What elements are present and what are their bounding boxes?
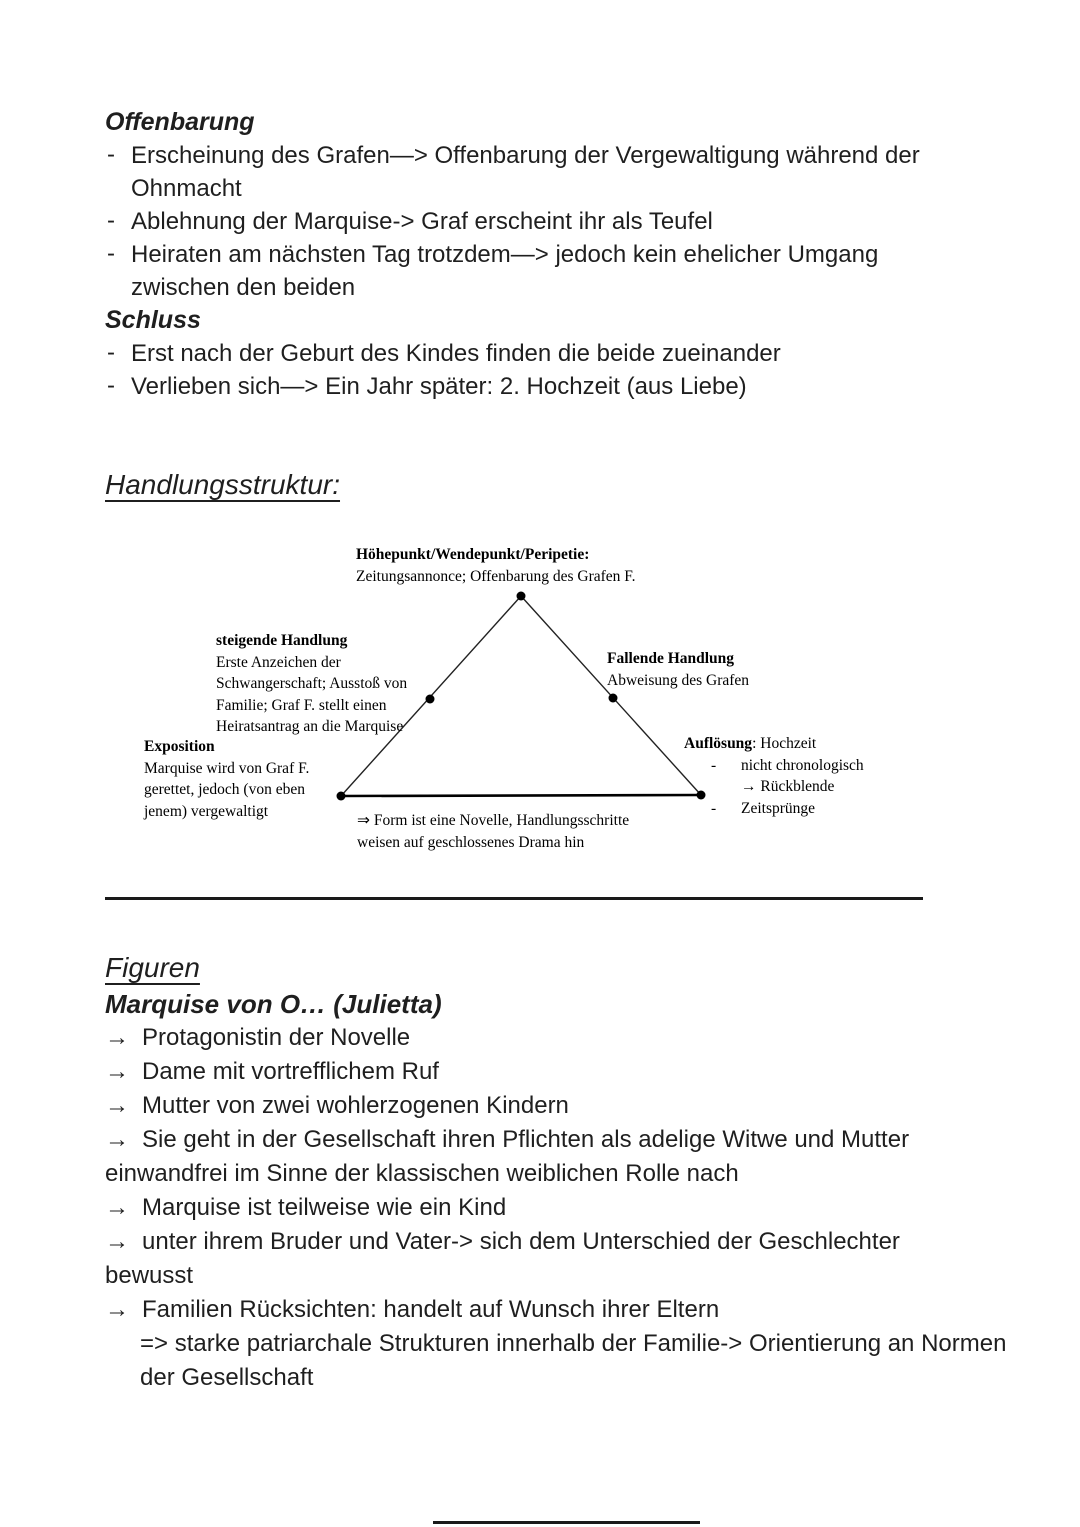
list-item xyxy=(105,205,941,238)
dash-bullet: - xyxy=(107,372,115,399)
list-item-text: Verlieben sich—> Ein Jahr später: 2. Hochzeit (aus Liebe) xyxy=(131,373,747,400)
page-content xyxy=(105,0,1007,1395)
exposition-text: Marquise wird von Graf F. xyxy=(144,759,310,777)
list-item xyxy=(105,139,941,205)
resolution-bullet xyxy=(684,776,864,798)
dash-bullet: - xyxy=(107,240,115,267)
climax-text: Zeitungsannonce; Offenbarung des Grafen F. xyxy=(356,567,636,585)
form-note-line: ⇒ Form ist eine Novelle, Handlungsschritte xyxy=(357,812,630,829)
dash-bullet xyxy=(684,776,741,798)
exposition-label xyxy=(144,736,309,822)
resolution-heading xyxy=(684,733,864,755)
dash-bullet: - xyxy=(711,799,717,817)
dash-bullet: - xyxy=(107,339,115,366)
list-item xyxy=(105,1055,985,1089)
exposition-text: gerettet, jedoch (von eben xyxy=(144,781,305,798)
resolution-bullet xyxy=(684,755,864,777)
list-item xyxy=(105,238,941,304)
exposition-point xyxy=(337,792,346,801)
rising-label xyxy=(216,630,407,738)
falling-text: Abweisung des Grafen xyxy=(607,671,750,689)
resolution-bullet-text: → Rückblende xyxy=(741,778,835,795)
list-item xyxy=(105,1293,985,1327)
arrow-icon: → xyxy=(105,1296,129,1323)
arrow-icon: → xyxy=(105,1024,129,1051)
climax-label xyxy=(356,544,636,587)
falling-title: Fallende Handlung xyxy=(607,650,735,667)
list-item-text: Dame mit vortrefflichem Ruf xyxy=(142,1058,439,1085)
list-item xyxy=(105,1021,985,1055)
list-item-text: Ablehnung der Marquise-> Graf erscheint ihr als Teufel xyxy=(131,208,713,235)
list-item xyxy=(105,370,941,403)
list-item-text: Familien Rücksichten: handelt auf Wunsch ihrer Eltern xyxy=(142,1296,720,1323)
figuren-list xyxy=(105,1021,1007,1395)
dash-bullet: - xyxy=(711,756,717,774)
offenbarung-list xyxy=(105,139,985,304)
figuren-heading: Figuren xyxy=(105,952,200,983)
bottom-divider xyxy=(433,1521,700,1524)
list-item xyxy=(105,1225,985,1293)
rising-point xyxy=(426,695,435,704)
list-item xyxy=(105,337,941,370)
form-note-line: weisen auf geschlossenes Drama hin xyxy=(357,833,585,851)
rising-text: Schwangerschaft; Ausstoß von xyxy=(216,675,408,692)
resolution-bullet-text: Zeitsprünge xyxy=(741,799,816,817)
list-item-text: Erscheinung des Grafen—> Offenbarung der Vergewaltigung während der Ohnmacht xyxy=(131,142,920,202)
arrow-icon: → xyxy=(105,1092,129,1119)
falling-label xyxy=(607,648,749,691)
schluss-list xyxy=(105,337,985,403)
list-item-text: Erst nach der Geburt des Kindes finden die beide zueinander xyxy=(131,340,781,367)
handlungsstruktur-heading: Handlungsstruktur: xyxy=(105,469,341,500)
exposition-title: Exposition xyxy=(144,738,215,755)
arrow-icon: → xyxy=(105,1058,129,1085)
list-item-text: Mutter von zwei wohlerzogenen Kindern xyxy=(142,1092,569,1119)
list-item xyxy=(105,1123,985,1191)
list-item xyxy=(105,1191,985,1225)
section-divider xyxy=(105,897,923,900)
list-sub-item: => starke patriarchale Strukturen innerhalb der Familie-> Orientierung an Normen der Gesellschaft xyxy=(140,1330,1007,1391)
falling-point xyxy=(609,694,618,703)
rising-text: Heiratsantrag an die Marquise xyxy=(216,718,404,735)
rising-text: Familie; Graf F. stellt einen xyxy=(216,696,387,714)
marquise-subheading: Marquise von O… (Julietta) xyxy=(105,989,442,1019)
list-item-text: Marquise ist teilweise wie ein Kind xyxy=(142,1194,507,1221)
resolution-title: Auflösung xyxy=(684,735,753,752)
list-item-text: Sie geht in der Gesellschaft ihren Pflichten als adelige Witwe und Mutter einwandfrei im Sinne der klassischen weiblichen Rolle nach xyxy=(105,1126,910,1187)
arrow-icon: → xyxy=(105,1194,129,1221)
list-item-text: Protagonistin der Novelle xyxy=(142,1024,411,1051)
list-item-text: Heiraten am nächsten Tag trotzdem—> jedoch kein ehelicher Umgang zwischen den beiden xyxy=(131,241,879,301)
climax-title: Höhepunkt/Wendepunkt/Peripetie: xyxy=(356,546,590,563)
climax-point xyxy=(517,592,526,601)
plot-structure-diagram xyxy=(0,531,1080,861)
arrow-icon: → xyxy=(105,1228,129,1255)
offenbarung-heading: Offenbarung xyxy=(105,108,255,136)
resolution-bullet xyxy=(684,798,864,820)
form-note xyxy=(357,810,629,853)
arrow-icon: → xyxy=(105,1126,129,1153)
list-item xyxy=(105,1089,985,1123)
exposition-text: jenem) vergewaltigt xyxy=(144,802,269,820)
rising-text: Erste Anzeichen der xyxy=(216,653,341,671)
dash-bullet: - xyxy=(107,141,115,168)
list-item-text: unter ihrem Bruder und Vater-> sich dem Unterschied der Geschlechter bewusst xyxy=(105,1228,900,1289)
schluss-heading: Schluss xyxy=(105,306,201,334)
resolution-suffix: : Hochzeit xyxy=(752,735,817,752)
resolution-label xyxy=(684,733,864,819)
rising-title: steigende Handlung xyxy=(216,632,348,649)
dash-bullet: - xyxy=(107,207,115,234)
resolution-bullet-text: nicht chronologisch xyxy=(741,756,864,774)
